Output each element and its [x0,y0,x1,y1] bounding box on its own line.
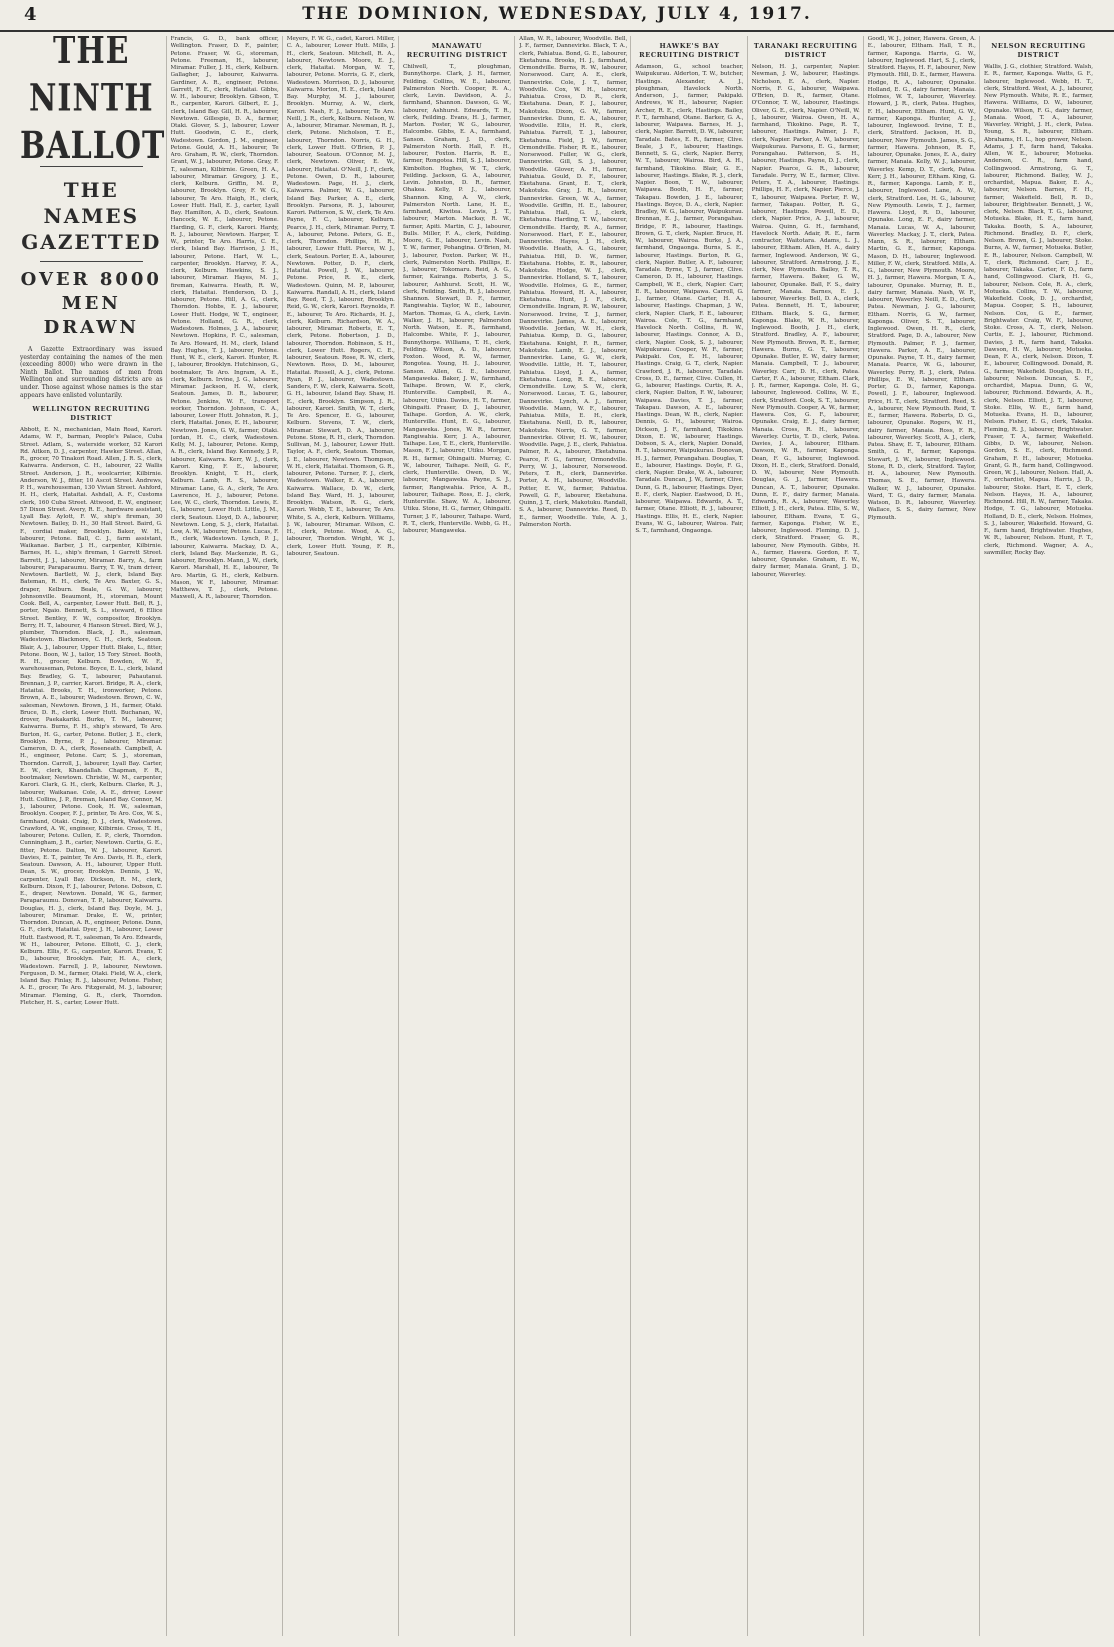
name-list: Nelson, H. J., carpenter, Napier. Newman, J. W., labourer, Hastings. Nicholson, E. A., clerk, Napier. Norris, F. G., labourer, Waipawa. O'Brien, D. R., farmer, Otane. O'Connor, T. W., labourer, Hastings. Oliver, G. E., clerk, Napier. O'Neill, W. J., labourer, Wairoa. Owen, H. A., farmhand, Tikokino. Page, R. T., labourer, Hastings. Palmer, J. F., clerk, Napier. Parker, A. W., labourer, Waipukurau. Parsons, E. G., farmer, Porangahau. Patterson, S. H., labourer, Hastings. Payne, D. J., clerk, Napier. Pearce, G. R., labourer, Taradale. Perry, W. E., farmer, Clive. Peters, T. A., labourer, Hastings. Phillips, H. F., clerk, Napier. Pierce, J. T., labourer, Waipawa. Porter, F. W., farmer, Takapau. Potter, R. G., labourer, Hastings. Powell, E. D., clerk, Napier. Price, A. J., labourer, Wairoa. Quinn, G. H., farmhand, Havelock North. Adair, R. E., farm contractor, Waitotara. Adams, L. J., labourer, Eltham. Allen, H. A., dairy farmer, Inglewood. Anderson, W. G., labourer, Stratford. Armstrong, J. E., clerk, New Plymouth. Bailey, T. R., farmer, Hawera. Baker, G. W., labourer, Opunake. Ball, F. S., dairy farmer, Manaia. Barnes, E. J., labourer, Waverley. Bell, D. A., clerk, Patea. Bennett, H. T., labourer, Eltham. Black, S. G., farmer, Kaponga. Blake, W. R., labourer, Inglewood. Booth, J. H., clerk, Stratford. Bradley, A. F., labourer, New Plymouth. Brown, R. E., farmer, Hawera. Burns, G. T., labourer, Opunake. Butler, E. W., dairy farmer, Manaia. Campbell, T. J., labourer, Waverley. Carr, D. H., clerk, Patea. Carter, F. A., labourer, Eltham. Clark, J. R., farmer, Kaponga. Cole, H. G., labourer, Inglewood. Collins, W. E., clerk, Stratford. Cook, S. T., labourer, New Plymouth. Cooper, A. W., farmer, Hawera. Cox, G. F., labourer, Opunake. Craig, E. J., dairy farmer, Manaia. Cross, R. H., labourer, Waverley. Curtis, T. D., clerk, Patea. Davies, J. A., labourer, Eltham. Dawson, W. R., farmer, Kaponga. Dean, F. G., labourer, Inglewood. Dixon, H. E., clerk, Stratford. Donald, D. W., labourer, New Plymouth. Douglas, G. J., farmer, Hawera. Duncan, A. T., labourer, Opunake. Dunn, E. F., dairy farmer, Manaia. Edwards, R. A., labourer, Waverley. Elliott, J. H., clerk, Patea. Ellis, S. W., labourer, Eltham. Evans, T. G., farmer, Kaponga. Fisher, W. E., labourer, Inglewood. Fleming, D. J., clerk, Stratford. Fraser, G. R., labourer, New Plymouth. Gibbs, H. A., farmer, Hawera. Gordon, F. T., labourer, Opunake. Graham, E. W., dairy farmer, Manaia. Grant, J. D., labourer, Waverley. [751,64,860,578]
name-list: Meyers, F. W. G., cadet, Karori. Miller, C. A., labourer, Lower Hutt. Mills, J. H., clerk, Seatoun. Mitchell, R. A., labourer, Newtown. Moore, E. J., clerk, Hataitai. Morgan, W. T., labourer, Petone. Morris, G. F., clerk, Wadestown. Morrison, D. J., labourer, Kaiwarra. Morton, H. E., clerk, Island Bay. Murphy, M. J., labourer, Brooklyn. Murray, A. W., clerk, Karori. Nash, F. J., labourer, Te Aro. Neill, J. R., clerk, Kelburn. Nelson, W. A., labourer, Miramar. Newman, R. J., clerk, Petone. Nicholson, T. E., labourer, Thorndon. Norris, G. H., clerk, Lower Hutt. O'Brien, P. J., labourer, Seatoun. O'Connor, M. J., clerk, Newtown. Oliver, E. W., labourer, Hataitai. O'Neill, J. F., clerk, Petone. Owen, D. R., labourer, Wadestown. Page, H. J., clerk, Kaiwarra. Palmer, W. G., labourer, Island Bay. Parker, A. E., clerk, Brooklyn. Parsons, R. J., labourer, Karori. Patterson, S. W., clerk, Te Aro. Payne, F. C., labourer, Kelburn. Pearce, J. H., clerk, Miramar. Perry, T. A., labourer, Petone. Peters, G. E., clerk, Thorndon. Phillips, H. R., labourer, Lower Hutt. Pierce, W. J., clerk, Seatoun. Porter, E. A., labourer, Newtown. Potter, D. F., clerk, Hataitai. Powell, J. W., labourer, Petone. Price, R. E., clerk, Wadestown. Quinn, M. P., labourer, Kaiwarra. Randall, A. H., clerk, Island Bay. Reed, T. J., labourer, Brooklyn. Reid, G. W., clerk, Karori. Reynolds, F. E., labourer, Te Aro. Richards, H. J., clerk, Kelburn. Richardson, W. A., labourer, Miramar. Roberts, E. T., clerk, Petone. Robertson, J. D., labourer, Thorndon. Robinson, S. H., clerk, Lower Hutt. Rogers, C. E., labourer, Seatoun. Rose, R. W., clerk, Newtown. Ross, D. M., labourer, Hataitai. Russell, A. J., clerk, Petone. Ryan, P. J., labourer, Wadestown. Sanders, F. W., clerk, Kaiwarra. Scott, G. H., labourer, Island Bay. Shaw, H. E., clerk, Brooklyn. Simpson, J. R., labourer, Karori. Smith, W. T., clerk, Te Aro. Spencer, E. G., labourer, Kelburn. Stevens, T. W., clerk, Miramar. Stewart, D. A., labourer, Petone. Stone, R. H., clerk, Thorndon. Sullivan, M. J., labourer, Lower Hutt. Taylor, A. F., clerk, Seatoun. Thomas, J. E., labourer, Newtown. Thompson, W. H., clerk, Hataitai. Thomson, G. R., labourer, Petone. Turner, F. J., clerk, Wadestown. Walker, E. A., labourer, Kaiwarra. Wallace, D. W., clerk, Island Bay. Ward, H. J., labourer, Brooklyn. Watson, R. G., clerk, Karori. Webb, T. E., labourer, Te Aro. White, S. A., clerk, Kelburn. Williams, J. W., labourer, Miramar. Wilson, C. H., clerk, Petone. Wood, A. G., labourer, Thorndon. Wright, W. J., clerk, Lower Hutt. Young, F. R., labourer, Seatoun. [286,36,395,557]
subheadline-rule [40,261,143,262]
name-list: Chilwell, T., ploughman, Bunnythorpe. Clark, J. H., farmer, Feilding. Collins, W. E., labourer, Palmerston North. Cooper, R. A., clerk, Levin. Davidson, A. J., farmhand, Shannon. Dawson, G. W., labourer, Ashhurst. Edwards, T. R., clerk, Feilding. Evans, H. J., farmer, Marton. Foster, W. G., labourer, Halcombe. Gibbs, E. A., farmhand, Sanson. Graham, J. D., clerk, Palmerston North. Hall, F. H., labourer, Foxton. Harris, R. E., farmer, Rongotea. Hill, S. J., labourer, Kimbolton. Hughes, W. T., clerk, Feilding. Jackson, G. A., labourer, Levin. Johnston, D. R., farmer, Ohakea. Kelly, P. J., labourer, Shannon. King, A. W., clerk, Palmerston North. Lane, H. E., farmhand, Kiwitea. Lewis, J. T., labourer, Marton. Mackay, R. W., farmer, Apiti. Martin, C. J., labourer, Bulls. Miller, F. A., clerk, Feilding. Moore, G. E., labourer, Levin. Nash, T. W., farmer, Pohangina. O'Brien, M. J., labourer, Foxton. Parker, W. H., clerk, Palmerston North. Phillips, E. J., labourer, Tokomaru. Reid, A. G., farmer, Kairanga. Roberts, J. S., labourer, Ashhurst. Scott, H. W., clerk, Feilding. Smith, R. J., labourer, Shannon. Stewart, D. F., farmer, Rangiwahia. Taylor, W. E., labourer, Marton. Thomas, G. A., clerk, Levin. Walker, J. H., labourer, Palmerston North. Watson, E. R., farmhand, Halcombe. White, F. J., labourer, Bunnythorpe. Williams, T. H., clerk, Feilding. Wilson, A. D., labourer, Foxton. Wood, R. W., farmer, Rongotea. Young, H. J., labourer, Sanson. Allen, G. E., labourer, Mangaweka. Baker, J. W., farmhand, Taihape. Brown, W. F., clerk, Hunterville. Campbell, R. A., labourer, Utiku. Davies, H. T., farmer, Ohingaiti. Fraser, D. J., labourer, Taihape. Gordon, A. W., clerk, Hunterville. Hunt, E. G., labourer, Mangaweka. Jones, W. R., farmer, Rangiwahia. Kerr, J. A., labourer, Taihape. Lee, T. E., clerk, Hunterville. Mason, F. J., labourer, Utiku. Morgan, R. H., farmer, Ohingaiti. Murray, C. W., labourer, Taihape. Neill, G. F., clerk, Hunterville. Owen, D. W., labourer, Mangaweka. Payne, S. J., farmer, Rangiwahia. Price, A. R., labourer, Taihape. Ross, E. J., clerk, Hunterville. Shaw, W. A., labourer, Utiku. Stone, H. G., farmer, Ohingaiti. Turner, J. F., labourer, Taihape. Ward, R. T., clerk, Hunterville. Webb, G. H., labourer, Mangaweka. [402,64,512,534]
deck: OVER 8000 MEN DRAWN [20,269,162,338]
column-3 [287,36,399,1636]
headline: THE NINTH BALLOT [20,36,166,168]
column-6 [635,36,747,1636]
newspaper-title: THE DOMINION, WEDNESDAY, JULY 4, 1917. [302,4,812,24]
masthead [0,0,1114,32]
column-5 [519,36,631,1636]
name-list: Allan, W. R., labourer, Woodville. Bell, J. F., farmer, Dannevirke. Black, T. A., clerk, Pahiatua. Bond, G. E., labourer, Eketahuna. Brooks, H. J., farmhand, Ormondville. Burns, R. W., labourer, Norsewood. Carr, A. E., clerk, Dannevirke. Cole, J. T., farmer, Woodville. Cox, W. H., labourer, Pahiatua. Cross, D. R., clerk, Eketahuna. Dean, F. J., labourer, Makotuku. Dixon, G. W., farmer, Dannevirke. Dunn, E. A., labourer, Woodville. Ellis, H. R., clerk, Pahiatua. Farrell, T. J., labourer, Eketahuna. Field, J. W., farmer, Ormondville. Fisher, R. E., labourer, Norsewood. Fuller, W. G., clerk, Dannevirke. Gill, S. J., labourer, Woodville. Glover, A. H., farmer, Pahiatua. Gould, D. F., labourer, Eketahuna. Grant, E. T., clerk, Makotuku. Gray, J. R., labourer, Dannevirke. Green, W. A., farmer, Woodville. Griffin, H. E., labourer, Pahiatua. Hall, G. J., clerk, Eketahuna. Harding, T. W., labourer, Ormondville. Hardy, R. A., farmer, Norsewood. Hart, F. E., labourer, Dannevirke. Hayes, J. H., clerk, Woodville. Heath, A. G., labourer, Pahiatua. Hill, D. W., farmer, Eketahuna. Hobbs, E. R., labourer, Makotuku. Hodge, W. J., clerk, Dannevirke. Holland, S. T., labourer, Woodville. Holmes, G. E., farmer, Pahiatua. Howard, H. A., labourer, Eketahuna. Hunt, J. F., clerk, Ormondville. Ingram, R. W., labourer, Norsewood. Irvine, T. J., farmer, Dannevirke. James, A. E., labourer, Woodville. Jordan, W. H., clerk, Pahiatua. Kemp, D. G., labourer, Eketahuna. Knight, F. R., farmer, Makotuku. Lamb, E. J., labourer, Dannevirke. Lane, G. W., clerk, Woodville. Little, H. T., labourer, Pahiatua. Lloyd, J. A., farmer, Eketahuna. Long, R. E., labourer, Ormondville. Low, S. W., clerk, Norsewood. Lucas, T. G., labourer, Dannevirke. Lynch, A. J., farmer, Woodville. Mann, W. F., labourer, Pahiatua. Mills, E. H., clerk, Eketahuna. Neill, D. R., labourer, Makotuku. Norris, G. T., farmer, Dannevirke. Oliver, H. W., labourer, Woodville. Page, J. E., clerk, Pahiatua. Palmer, R. A., labourer, Eketahuna. Pearce, F. G., farmer, Ormondville. Perry, W. J., labourer, Norsewood. Peters, T. R., clerk, Dannevirke. Porter, A. H., labourer, Woodville. Potter, E. W., farmer, Pahiatua. Powell, G. F., labourer, Eketahuna. Quinn, J. T., clerk, Makotuku. Randall, S. A., labourer, Dannevirke. Reed, D. E., farmer, Woodville. Yule, A. J., Palmerston North. [519,36,628,528]
column-8 [868,36,980,1636]
section-heading: TARANAKI RECRUITING DISTRICT [753,42,858,59]
section-heading: MANAWATU RECRUITING DISTRICT [406,42,508,59]
section-heading: WELLINGTON RECRUITING DISTRICT [32,405,151,423]
name-list: Abbott, E. N., mechanician, Main Road, Karori. Adams, W. F., barman, People's Palace, Cuba Street. Adlam, S., waterside worker, 52 Karori Rd. Aitken, D. J., carpenter, Hawker Street. Allan, R., grocer, 70 Tinakori Road. Allen, J. R. S., clerk, Kaiwarra. Anderson, C. H., labourer, 22 Wallis Street. Anderson, J. R., woolcarrier, Kilbirnie. Anderson, W. J., fitter, 10 Ascot Street. Andrews, P. H., warehouseman, 130 Vivian Street. Ashford, H. H., clerk, Hataitai. Ashdall, A. F., Customs clerk, 160 Cuba Street. Attwood, E. W., engineer, 57 Dixon Street. Avery, R. E., hardware assistant, Lyall Bay. Aylott, F. W., ship's fireman, 30 Newtown. Bailey, D. H., 30 Hall Street. Baird, G. F., cordial maker, Brooklyn. Baker, W. H., labourer, Petone. Ball, C. J., farm assistant, Waikanae. Barber, J. H., carpenter, Kilbirnie. Barnes, H. L., ship's fireman, 1 Garrett Street. Barrett, J. J., labourer, Miramar. Barry, A., farm labourer, Paraparaumu. Barry, T. W., tram driver, Newtown. Bartlett, W. J., clerk, Island Bay. Bateman, R. H., clerk, Te Aro. Baxter, G. S., draper, Kelburn. Beale, G. W., labourer, Johnsonville. Beaumont, H., storeman, Mount Cook. Bell, A., carpenter, Lower Hutt. Bell, R. J., porter, Ngaio. Bennett, S. L., steward, 6 Ellice Street. Bentley, F. W., compositor, Brooklyn. Berry, H. T., labourer, 4 Hanson Street. Bird, W. J., plumber, Thorndon. Black, J. R., salesman, Wadestown. Blackmore, C. H., clerk, Seatoun. Blair, A. J., labourer, Upper Hutt. Blake, L., fitter, Petone. Boon, W. J., tailor, 15 Tory Street. Booth, R. H., grocer, Kelburn. Bowden, W. F., warehouseman, Petone. Boyce, E. L., clerk, Island Bay. Bradley, G. T., labourer, Pahautanui. Brennan, J. P., carrier, Karori. Bridge, R. A., clerk, Hataitai. Brooks, T. H., ironworker, Petone. Brown, A. E., labourer, Wadestown. Brown, C. W., salesman, Newtown. Brown, J. H., farmer, Otaki. Bruce, D. R., clerk, Lower Hutt. Buchanan, W., drover, Paekakariki. Burke, T. M., labourer, Kaiwarra. Burns, F. H., ship's steward, Te Aro. Burton, H. G., carter, Petone. Butler, J. E., clerk, Brooklyn. Byrne, P. J., labourer, Miramar. Cameron, D. A., clerk, Roseneath. Campbell, A. H., engineer, Petone. Carr, S. J., storeman, Thorndon. Carroll, J., labourer, Lyall Bay. Carter, E. W., clerk, Khandallah. Chapman, F. R., bootmaker, Newtown. Christie, W. M., carpenter, Karori. Clark, G. H., clerk, Kelburn. Clarke, R. J., labourer, Waikanae. Cole, A. E., driver, Lower Hutt. Collins, J. P., fireman, Island Bay. Connor, M. J., labourer, Petone. Cook, H. W., salesman, Brooklyn. Cooper, F. J., printer, Te Aro. Cox, W. S., farmhand, Otaki. Craig, D. J., clerk, Wadestown. Crawford, A. W., engineer, Kilbirnie. Cross, T. H., labourer, Petone. Cullen, E. P., clerk, Thorndon. Cunningham, J. R., carter, Newtown. Curtis, G. E., fitter, Petone. Dalton, W. J., labourer, Karori. Davies, E. T., painter, Te Aro. Davis, H. R., clerk, Seatoun. Dawson, A. H., labourer, Upper Hutt. Dean, S. W., grocer, Brooklyn. Dennis, J. W., carpenter, Lyall Bay. Dickson, R. M., clerk, Kelburn. Dixon, F. J., labourer, Petone. Dobson, C. E., draper, Newtown. Donald, W. G., farmer, Paraparaumu. Donovan, T. P., labourer, Kaiwarra. Douglas, H. J., clerk, Island Bay. Doyle, M. J., labourer, Miramar. Drake, E. W., printer, Thorndon. Duncan, A. R., engineer, Petone. Dunn, G. F., clerk, Hataitai. Dyer, J. H., labourer, Lower Hutt. Eastwood, R. T., salesman, Te Aro. Edwards, W. H., labourer, Petone. Elliott, C. J., clerk, Kelburn. Ellis, F. G., carpenter, Karori. Evans, T. D., labourer, Brooklyn. Fair, H. A., clerk, Wadestown. Farrell, J. P., labourer, Newtown. Ferguson, D. M., farmer, Otaki. Field, W. A., clerk, Island Bay. Finlay, R. J., labourer, Petone. Fisher, A. E., grocer, Te Aro. Fitzgerald, M. J., labourer, Miramar. Fleming, G. R., clerk, Thorndon. Fletcher, H. S., carter, Lower Hutt. [20,427,163,1006]
section-heading: HAWKE'S BAY RECRUITING DISTRICT [639,42,740,59]
column-1 [20,36,167,1636]
intro-paragraph: A Gazette Extraordinary was issued yesterday containing the names of the men (exceeding 8000) who were drawn in the Ninth Ballot. The names of men from Wellington and surrounding districts are as under. Those against whose names is the star appears have enlisted voluntarily. [20,346,163,399]
name-list: Francis, G. D., bank officer, Wellington. Fraser, D. F., painter, Petone. Fraser, W. G., storeman, Petone. Freeman, H., labourer, Miramar. Fuller, J. H., clerk, Kelburn. Gallagher, J., labourer, Kaiwarra. Gardiner, A. R., engineer, Petone. Garrett, F. E., clerk, Hataitai. Gibbs, W. H., labourer, Brooklyn. Gibson, T. R., carpenter, Karori. Gilbert, E. J., clerk, Island Bay. Gill, H. R., labourer, Newtown. Gillespie, D. A., farmer, Otaki. Glover, S. J., labourer, Lower Hutt. Goodwin, C. E., clerk, Wadestown. Gordon, J. M., engineer, Petone. Gould, A. H., labourer, Te Aro. Graham, R. W., clerk, Thorndon. Grant, W. J., labourer, Petone. Gray, F. T., salesman, Kilbirnie. Green, H. A., labourer, Miramar. Gregory, J. E., clerk, Kelburn. Griffin, M. P., labourer, Brooklyn. Grey, F. W. G., labourer, Te Aro. Haigh, H., clerk, Lower Hutt. Hall, E. J., carter, Lyall Bay. Hamilton, A. D., clerk, Seatoun. Hancock, W. E., labourer, Petone. Harding, G. F., clerk, Karori. Hardy, R. J., labourer, Newtown. Harper, T. W., printer, Te Aro. Harris, C. E., clerk, Island Bay. Harrison, J. H., labourer, Petone. Hart, W. L., carpenter, Brooklyn. Harvey, F. A., clerk, Kelburn. Hawkins, S. J., labourer, Miramar. Hayes, M. J., fireman, Kaiwarra. Heath, R. W., clerk, Hataitai. Henderson, D. J., labourer, Petone. Hill, A. G., clerk, Thorndon. Hobbs, E. J., labourer, Lower Hutt. Hodge, W. T., engineer, Petone. Holland, G. R., clerk, Wadestown. Holmes, J. A., labourer, Newtown. Hopkins, F. C., salesman, Te Aro. Howard, H. M., clerk, Island Bay. Hughes, T. J., labourer, Petone. Hunt, W. E., clerk, Karori. Hunter, R. J., labourer, Brooklyn. Hutchinson, G., bootmaker, Te Aro. Ingram, A. E., clerk, Kelburn. Irvine, J. G., labourer, Miramar. Jackson, H. W., clerk, Seatoun. James, D. R., labourer, Petone. Jenkins, W. F., transport worker, Thorndon. Johnson, C. A., labourer, Lower Hutt. Johnston, R. J., clerk, Hataitai. Jones, E. H., labourer, Newtown. Jones, G. W., farmer, Otaki. Jordan, H. C., clerk, Wadestown. Kelly, M. J., labourer, Petone. Kemp, A. R., clerk, Island Bay. Kennedy, J. P., labourer, Kaiwarra. Kerr, W. J., clerk, Karori. King, F. E., labourer, Brooklyn. Knight, T. H., clerk, Kelburn. Lamb, R. S., labourer, Miramar. Lane, G. A., clerk, Te Aro. Lawrence, H. J., labourer, Petone. Lee, W. C., clerk, Thorndon. Lewis, E. G., labourer, Lower Hutt. Little, J. M., clerk, Seatoun. Lloyd, D. A., labourer, Newtown. Long, S. J., clerk, Hataitai. Low, A. W., labourer, Petone. Lucas, F. R., clerk, Wadestown. Lynch, P. J., labourer, Kaiwarra. Mackay, D. A., clerk, Island Bay. Mackenzie, R. G., labourer, Brooklyn. Mann, J. W., clerk, Karori. Marshall, H. E., labourer, Te Aro. Martin, G. H., clerk, Kelburn. Mason, W. F., labourer, Miramar. Matthews, T. J., clerk, Petone. Maxwell, A. R., labourer, Thorndon. [170,36,279,601]
name-list: Adamson, G., school teacher, Waipukurau. Alderton, T. W., butcher, Hastings. Alexander, A. J., ploughman, Havelock North. Anderson, J., farmer, Pakipaki. Andrews, W. H., labourer, Napier. Archer, R. E., clerk, Hastings. Bailey, F. T., farmhand, Otane. Barker, G. A., labourer, Waipawa. Barnes, H. J., clerk, Napier. Barrett, D. W., labourer, Taradale. Bates, E. R., farmer, Clive. Beale, J. F., labourer, Hastings. Bennett, S. G., clerk, Napier. Berry, W. T., labourer, Wairoa. Bird, A. H., farmhand, Tikokino. Blair, G. E., labourer, Hastings. Blake, R. J., clerk, Napier. Boon, T. W., labourer, Waipawa. Booth, H. F., farmer, Takapau. Bowden, J. E., labourer, Hastings. Boyce, D. A., clerk, Napier. Bradley, W. G., labourer, Waipukurau. Brennan, E. J., farmer, Porangahau. Bridge, F. R., labourer, Hastings. Brown, G. T., clerk, Napier. Bruce, H. W., labourer, Wairoa. Burke, J. A., farmhand, Ongaonga. Burns, S. E., labourer, Hastings. Burton, R. G., clerk, Napier. Butler, A. F., labourer, Taradale. Byrne, T. J., farmer, Clive. Cameron, D. H., labourer, Hastings. Campbell, W. E., clerk, Napier. Carr, E. R., labourer, Waipawa. Carroll, G. J., farmer, Otane. Carter, H. A., labourer, Hastings. Chapman, J. W., clerk, Napier. Clark, F. E., labourer, Wairoa. Cole, T. G., farmhand, Havelock North. Collins, R. W., labourer, Hastings. Connor, A. D., clerk, Napier. Cook, S. J., labourer, Waipukurau. Cooper, W. F., farmer, Pakipaki. Cox, E. H., labourer, Hastings. Craig, G. T., clerk, Napier. Crawford, J. R., labourer, Taradale. Cross, D. E., farmer, Clive. Cullen, H. G., labourer, Hastings. Curtis, R. A., clerk, Napier. Dalton, F. W., labourer, Waipawa. Davies, T. J., farmer, Takapau. Dawson, A. E., labourer, Hastings. Dean, W. R., clerk, Napier. Dennis, G. H., labourer, Wairoa. Dickson, J. F., farmhand, Tikokino. Dixon, E. W., labourer, Hastings. Dobson, S. A., clerk, Napier. Donald, R. T., labourer, Waipukurau. Donovan, H. J., farmer, Porangahau. Douglas, T. E., labourer, Hastings. Doyle, F. G., clerk, Napier. Drake, W. A., labourer, Taradale. Duncan, J. W., farmer, Clive. Dunn, G. R., labourer, Hastings. Dyer, E. F., clerk, Napier. Eastwood, D. H., labourer, Waipawa. Edwards, A. T., farmer, Otane. Elliott, R. J., labourer, Hastings. Ellis, H. E., clerk, Napier. Evans, W. G., labourer, Wairoa. Fair, S. T., farmhand, Ongaonga. [635,64,744,534]
section-heading: NELSON RECRUITING DISTRICT [991,42,1086,59]
column-9 [984,36,1096,1636]
column-4 [403,36,515,1636]
column-7 [752,36,864,1636]
name-list: Wallis, J. G., clothier, Stratford. Walsh, E. R., farmer, Kaponga. Watts, G. F., labourer, Inglewood. Webb, H. T., clerk, Stratford. West, A. J., labourer, New Plymouth. White, R. E., farmer, Hawera. Williams, D. W., labourer, Opunake. Wilson, F. G., dairy farmer, Manaia. Wood, T. A., labourer, Waverley. Wright, J. H., clerk, Patea. Young, S. R., labourer, Eltham. Abrahams, H. L., hop grower, Nelson. Adams, J. F., farm hand, Takaka. Allen, W. E., labourer, Motueka. Anderson, C. R., farm hand, Collingwood. Armstrong, G. T., labourer, Richmond. Bailey, W. J., orchardist, Mapua. Baker, E. A., labourer, Nelson. Barnes, F. H., farmer, Wakefield. Bell, R. D., labourer, Brightwater. Bennett, J. W., clerk, Nelson. Black, T. G., labourer, Motueka. Blake, H. E., farm hand, Takaka. Booth, S. A., labourer, Richmond. Bradley, D. F., clerk, Nelson. Brown, G. J., labourer, Stoke. Burns, A. W., farmer, Motueka. Butler, E. R., labourer, Nelson. Campbell, W. T., clerk, Richmond. Carr, J. E., labourer, Takaka. Carter, F. D., farm hand, Collingwood. Clark, H. G., labourer, Nelson. Cole, R. A., clerk, Motueka. Collins, T. W., labourer, Wakefield. Cook, D. J., orchardist, Mapua. Cooper, S. H., labourer, Nelson. Cox, G. E., farmer, Brightwater. Craig, W. F., labourer, Stoke. Cross, A. T., clerk, Nelson. Curtis, E. J., labourer, Richmond. Davies, J. R., farm hand, Takaka. Dawson, H. W., labourer, Motueka. Dean, F. A., clerk, Nelson. Dixon, T. E., labourer, Collingwood. Donald, R. G., farmer, Wakefield. Douglas, D. H., labourer, Nelson. Duncan, S. F., orchardist, Mapua. Dunn, G. W., labourer, Richmond. Edwards, A. R., clerk, Nelson. Elliott, J. T., labourer, Stoke. Ellis, W. E., farm hand, Motueka. Evans, H. D., labourer, Nelson. Fisher, E. G., clerk, Takaka. Fleming, R. J., labourer, Brightwater. Fraser, T. A., farmer, Wakefield. Gibbs, D. W., labourer, Nelson. Gordon, S. E., clerk, Richmond. Graham, F. H., labourer, Motueka. Grant, G. R., farm hand, Collingwood. Green, W. J., labourer, Nelson. Hall, A. F., orchardist, Mapua. Harris, J. D., labourer, Stoke. Hart, E. T., clerk, Nelson. Hayes, H. A., labourer, Richmond. Hill, R. W., farmer, Takaka. Hodge, T. G., labourer, Motueka. Holland, D. E., clerk, Nelson. Holmes, S. J., labourer, Wakefield. Howard, G. F., farm hand, Brightwater. Hughes, W. R., labourer, Nelson. Hunt, F. T., clerk, Richmond. Wagner, A. A., sawmiller, Rocky Bay. [983,64,1094,556]
page-number: 4 [24,4,37,25]
column-2 [171,36,283,1636]
subheadline: THE NAMES GAZETTED [21,178,162,254]
name-list: Goodl, W. J., joiner, Hawera. Green, A. E., labourer, Eltham. Hall, T. R., farmer, Kaponga. Harris, G. W., labourer, Inglewood. Hart, S. J., clerk, Stratford. Hayes, H. F., labourer, New Plymouth. Hill, D. E., farmer, Hawera. Hodge, R. A., labourer, Opunake. Holland, E. G., dairy farmer, Manaia. Holmes, W. T., labourer, Waverley. Howard, J. R., clerk, Patea. Hughes, F. H., labourer, Eltham. Hunt, G. W., farmer, Kaponga. Hunter, A. J., labourer, Inglewood. Irvine, T. E., clerk, Stratford. Jackson, H. D., labourer, New Plymouth. James, S. G., farmer, Hawera. Johnson, R. F., labourer, Opunake. Jones, E. A., dairy farmer, Manaia. Kelly, W. J., labourer, Waverley. Kemp, D. T., clerk, Patea. Kerr, J. H., labourer, Eltham. King, G. R., farmer, Kaponga. Lamb, F. E., labourer, Inglewood. Lane, A. W., clerk, Stratford. Lee, H. G., labourer, New Plymouth. Lewis, T. J., farmer, Hawera. Lloyd, R. D., labourer, Opunake. Long, E. F., dairy farmer, Manaia. Lucas, W. A., labourer, Waverley. Mackay, J. T., clerk, Patea. Mann, S. R., labourer, Eltham. Martin, G. E., farmer, Kaponga. Mason, D. H., labourer, Inglewood. Miller, F. W., clerk, Stratford. Mills, A. G., labourer, New Plymouth. Moore, H. J., farmer, Hawera. Morgan, T. A., labourer, Opunake. Murray, R. E., dairy farmer, Manaia. Nash, W. F., labourer, Waverley. Neill, E. D., clerk, Patea. Newman, J. G., labourer, Eltham. Norris, G. W., farmer, Kaponga. Oliver, S. T., labourer, Inglewood. Owen, H. R., clerk, Stratford. Page, D. A., labourer, New Plymouth. Palmer, F. J., farmer, Hawera. Parker, A. E., labourer, Opunake. Payne, T. H., dairy farmer, Manaia. Pearce, W. G., labourer, Waverley. Perry, R. J., clerk, Patea. Phillips, E. W., labourer, Eltham. Porter, G. D., farmer, Kaponga. Powell, J. F., labourer, Inglewood. Price, H. T., clerk, Stratford. Reed, S. A., labourer, New Plymouth. Reid, T. E., farmer, Hawera. Roberts, D. G., labourer, Opunake. Rogers, W. H., dairy farmer, Manaia. Ross, F. R., labourer, Waverley. Scott, A. J., clerk, Patea. Shaw, E. T., labourer, Eltham. Smith, G. F., farmer, Kaponga. Stewart, J. W., labourer, Inglewood. Stone, R. D., clerk, Stratford. Taylor, H. A., labourer, New Plymouth. Thomas, S. E., farmer, Hawera. Walker, W. J., labourer, Opunake. Ward, T. G., dairy farmer, Manaia. Watson, D. R., labourer, Waverley. Wallace, S. S., dairy farmer, New Plymouth. [867,36,976,521]
page-body [20,36,1096,1636]
